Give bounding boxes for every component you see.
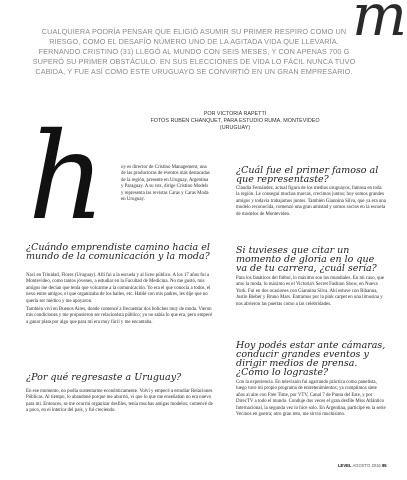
- answer-2: En ese momento, no podía sustentarme económicamente. Volví y empecé a estudiar Relaciones Públicas. Al tiempo, lo abandoné porque me aburrió, vi que lo que me enseñaban no era nuevo para mí. Entonces, se me ocurrió organizar desfiles, tenía muchas amigas modelos; comencé de a poco, en el interior del país, y fui creciendo.: [26, 389, 213, 414]
- drop-cap-paragraph: oy es director de Cristino Management, una de las productoras de eventos más destacadas de la región, presente en Uruguay, Argentina y Paraguay. A su vez, dirige Cristino Models y representa las revistas Caras y Caras Moda en Uruguay.: [121, 165, 210, 203]
- credits: [140, 111, 330, 132]
- byline: POR VICTORIA RAPETTI: [203, 111, 267, 117]
- answer-1: [26, 273, 213, 328]
- footer-brand: LEVEL: [338, 463, 352, 468]
- intro-paragraph: CUALQUIERA PODRÍA PENSAR QUE ELIGIÓ ASUMIR SU PRIMER RESPIRO COMO UN RIESGO, COMO EL DESAFÍO NÚMERO UNO DE LA AGITADA VIDA QUE LLEVARÍA. FERNANDO CRISTINO (31) LLEGÓ AL MUNDO CON SEIS MESES, Y CON APENAS 700 G SUPERÓ SU PRIMER OBSTÁCULO. EN SUS ELECCIONES DE VIDA LO FÁCIL NUNCA TUVO CABIDA, Y FUE ASÍ COMO ESTE URUGUAYO SE CONVIRTIÓ EN UN GRAN EMPRESARIO.: [32, 27, 356, 76]
- answer-3: Claudia Fernández, actual figura de los medios uruguayos, famosa en toda la región. Le conseguí muchas marcas, crecimos juntos; hoy somos grandes amigos y todavía trabajamos juntos. También Giannina Silva, que ya era una modelo reconocida, comenzó una gran amistad y somos socios en la escuela de modelos de Montevideo.: [236, 186, 386, 217]
- answer-1-paragraph-2: También viví en Buenos Aires, donde comencé a frecuentar dos boliches muy de moda. Vieron mis condiciones y me propusieron ser relacionista público; yo no sabía lo que era, pero empecé a ganar plata por algo que para mí era muy fácil y me encantaba.: [26, 307, 213, 325]
- photo-credit: FOTOS RUBÉN CHANQUET, PARA ESTUDIO RUMA, MONTEVIDEO (URUGUAY): [150, 118, 320, 131]
- answer-5: Con la experiencia. En televisión fui agarrando práctica como panelista, luego tuve mi propio programa de entretenimientos; ya cumplimos siete años al aire con Free Time, por VTV, Canal 7 de Punta del Este, y por DirecTV a todo el mundo. Conduje dos veces el gran desfile Miss Atlántico Internacional, la segunda vez lo hice solo. En Argentina, participé en la serie Vecinos en guerra; otro gran reto, me sirvió muchísimo.: [236, 380, 386, 418]
- drop-cap: h: [28, 108, 106, 247]
- question-3: ¿Cuál fue el primer famoso al que representaste?: [236, 165, 379, 185]
- page-footer: [338, 463, 387, 468]
- question-2: ¿Por qué regresaste a Uruguay?: [26, 372, 182, 383]
- answer-1-paragraph-1: Nací en Trinidad, Flores (Uruguay). Allí fui a la escuela y al liceo público. A los 17 años fui a Montevideo, como tantos jóvenes, a estudiar en la Facultad de Medicina. No me gustó, mis amigos me decían que tenía que volcarme a la comunicación. Yo era el que conocía a todos, el nexo entre amigos, el que organizaba de los bailes, etc. Hablé con mis padres, les dije que no quería ser médico y me apoyaron.: [26, 273, 211, 304]
- section-initial-letter: m: [352, 0, 407, 49]
- question-5: Hoy podés estar ante cámaras, conducir grandes eventos y dirigir medios de prensa. ¿Cómo lo lograste?: [236, 340, 386, 378]
- question-1: ¿Cuándo emprendiste camino hacia el mundo de la comunicación y la moda?: [26, 242, 210, 262]
- question-4: Si tuvieses que citar un momento de gloria en lo que va de tu carrera, ¿cuál sería?: [236, 245, 377, 274]
- page-number: 95: [381, 463, 387, 468]
- footer-issue: AGOSTO 2016: [352, 463, 381, 468]
- answer-4: Para los fanáticos del fútbol, lo máximo son los mundiales. En mi caso, que amo la moda, lo máximo es el Victoria's Secret Fashion Show, en Nueva York. Fui en dos ocasiones con Giannina Silva. Ahí estuve con Rihanna, Justin Bieber y Bruno Mars. Entramos por la pink carpet en una limusina y nos abrieron las puertas como a las celebridades.: [236, 276, 385, 307]
